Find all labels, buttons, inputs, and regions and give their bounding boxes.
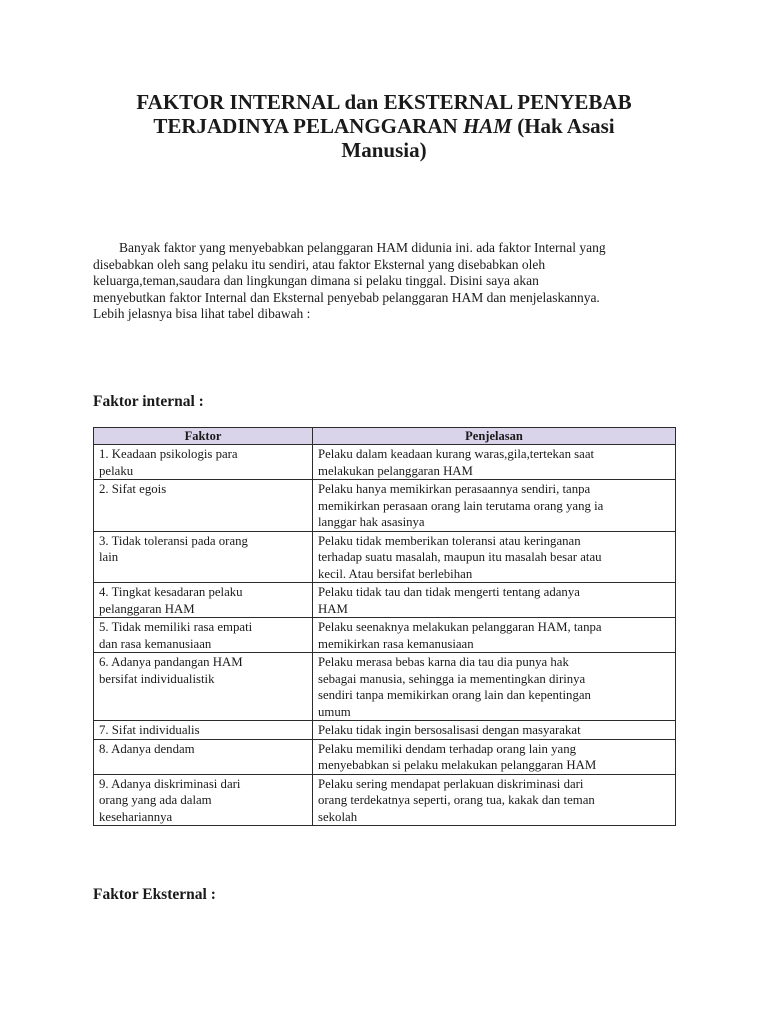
penjelasan-cell (313, 653, 676, 721)
table-header-row (94, 428, 676, 445)
table-row (94, 531, 676, 583)
title-line (90, 114, 678, 138)
intro-line: menyebutkan faktor Internal dan Eksternal penyebab pelanggaran HAM dan menjelaskannya. (93, 289, 600, 305)
internal-factors-table (93, 427, 676, 826)
penjelasan-cell (313, 445, 676, 480)
table-row (94, 721, 676, 740)
cell-line: langgar hak asasinya (318, 515, 425, 529)
table-row (94, 583, 676, 618)
table-row (94, 445, 676, 480)
cell-line: HAM (318, 601, 348, 616)
title-text: (Hak Asasi (511, 114, 615, 138)
cell-line: 8. Adanya dendam (99, 741, 195, 756)
table-row (94, 774, 676, 826)
cell-line: pelaku (99, 463, 134, 478)
column-header-penjelasan: Penjelasan (313, 428, 676, 445)
table-body (94, 445, 676, 826)
faktor-cell (94, 583, 313, 618)
intro-line: keluarga,teman,saudara dan lingkungan dimana si pelaku tinggal. Disini saya akan (93, 273, 539, 288)
cell-line: sekolah (318, 809, 358, 824)
cell-line: lain (99, 550, 119, 564)
cell-line: bersifat individualistik (99, 671, 215, 686)
cell-line: Pelaku memiliki dendam terhadap orang lain yang (318, 741, 576, 756)
cell-line: Pelaku hanya memikirkan perasaannya sendiri, tanpa (318, 482, 591, 496)
cell-line: 9. Adanya diskriminasi dari (99, 776, 241, 791)
penjelasan-cell (313, 480, 676, 532)
cell-line: kesehariannya (99, 809, 173, 824)
title-text: TERJADINYA PELANGGARAN (153, 114, 463, 138)
cell-line: Pelaku tidak memberikan toleransi atau keringanan (318, 533, 581, 548)
cell-line: Pelaku tidak tau dan tidak mengerti tentang adanya (318, 585, 580, 599)
title-line: Manusia) (341, 138, 427, 162)
internal-factors-heading: Faktor internal : (93, 393, 204, 410)
faktor-cell (94, 480, 313, 532)
title-italic-text: HAM (462, 114, 512, 138)
penjelasan-cell (313, 583, 676, 618)
faktor-cell (94, 653, 313, 721)
faktor-cell (94, 774, 313, 826)
intro-paragraph (93, 240, 683, 323)
cell-line: Pelaku seenaknya melakukan pelanggaran HAM, tanpa (318, 620, 602, 634)
cell-line: 2. Sifat egois (99, 482, 167, 496)
cell-line: 3. Tidak toleransi pada orang (99, 533, 248, 548)
faktor-cell (94, 721, 313, 740)
cell-line: menyebabkan si pelaku melakukan pelanggaran HAM (318, 758, 597, 772)
column-header-faktor: Faktor (94, 428, 313, 445)
cell-line: 7. Sifat individualis (99, 723, 200, 737)
cell-line: Pelaku dalam keadaan kurang waras,gila,tertekan saat (318, 447, 595, 461)
faktor-cell (94, 739, 313, 774)
penjelasan-cell (313, 618, 676, 653)
table-row (94, 653, 676, 721)
page-title (90, 90, 678, 162)
cell-line: orang yang ada dalam (99, 793, 212, 807)
cell-line: dan rasa kemanusiaan (99, 636, 212, 651)
cell-line: Pelaku tidak ingin bersosalisasi dengan masyarakat (318, 723, 581, 737)
cell-line: terhadap suatu masalah, maupun itu masalah besar atau (318, 550, 602, 564)
intro-line: disebabkan oleh sang pelaku itu sendiri, atau faktor Eksternal yang disebabkan oleh (93, 256, 546, 272)
cell-line: kecil. Atau bersifat berlebihan (318, 566, 473, 581)
cell-line: umum (318, 704, 351, 719)
cell-line: sendiri tanpa memikirkan orang lain dan kepentingan (318, 688, 591, 702)
intro-line: Banyak faktor yang menyebabkan pelanggaran HAM didunia ini. ada faktor Internal yang (119, 240, 606, 255)
cell-line: memikirkan rasa kemanusiaan (318, 636, 474, 651)
cell-line: 6. Adanya pandangan HAM (99, 655, 243, 669)
external-factors-heading: Faktor Eksternal : (93, 886, 216, 903)
cell-line: 5. Tidak memiliki rasa empati (99, 620, 253, 634)
table-row (94, 618, 676, 653)
penjelasan-cell (313, 774, 676, 826)
cell-line: melakukan pelanggaran HAM (318, 463, 473, 478)
faktor-cell (94, 618, 313, 653)
faktor-cell (94, 445, 313, 480)
cell-line: 1. Keadaan psikologis para (99, 447, 238, 461)
cell-line: memikirkan perasaan orang lain terutama orang yang ia (318, 498, 604, 513)
cell-line: orang terdekatnya seperti, orang tua, kakak dan teman (318, 793, 595, 807)
table-row (94, 480, 676, 532)
cell-line: sebagai manusia, sehingga ia mementingkan dirinya (318, 671, 586, 686)
faktor-cell (94, 531, 313, 583)
title-line: FAKTOR INTERNAL dan EKSTERNAL PENYEBAB (136, 90, 632, 114)
cell-line: Pelaku sering mendapat perlakuan diskriminasi dari (318, 776, 584, 791)
penjelasan-cell (313, 531, 676, 583)
cell-line: Pelaku merasa bebas karna dia tau dia punya hak (318, 655, 569, 669)
penjelasan-cell (313, 739, 676, 774)
cell-line: 4. Tingkat kesadaran pelaku (99, 585, 243, 599)
table-row (94, 739, 676, 774)
cell-line: pelanggaran HAM (99, 601, 195, 616)
penjelasan-cell (313, 721, 676, 740)
intro-line: Lebih jelasnya bisa lihat tabel dibawah : (93, 306, 311, 321)
